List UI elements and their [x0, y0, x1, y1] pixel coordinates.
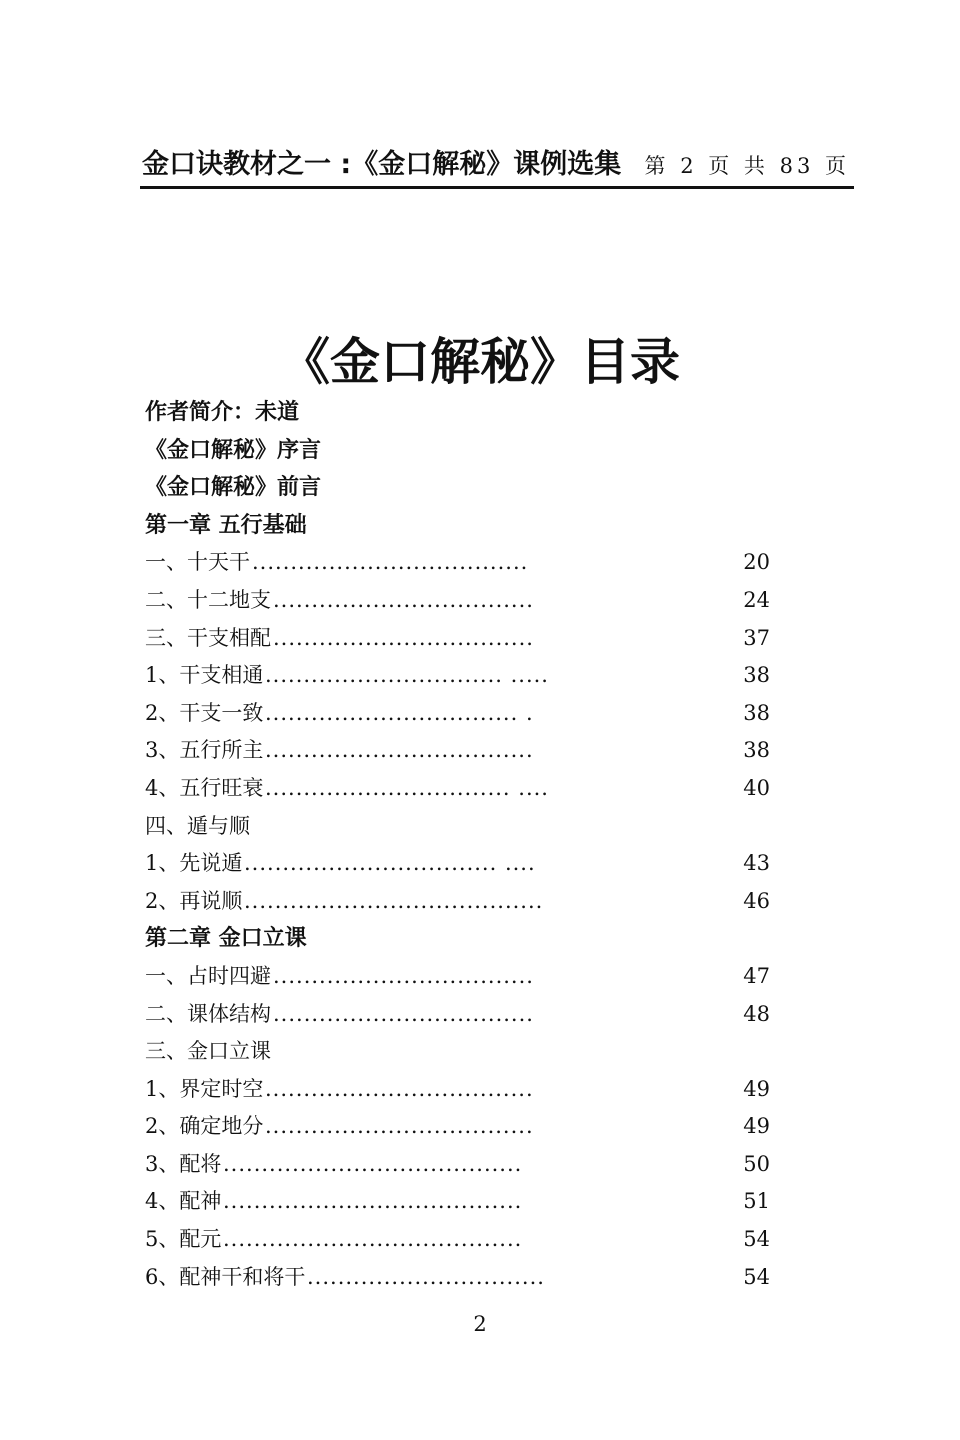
toc-entry-page: 37: [743, 625, 770, 650]
toc-entry-leader: ..................................: [273, 625, 534, 650]
running-header: [142, 136, 854, 180]
toc-entry-leader: .......................................: [244, 888, 544, 913]
toc-entry-leader: .......................................: [223, 1189, 523, 1214]
toc-entry-page: 38: [743, 663, 770, 688]
toc-entry-page: 40: [743, 775, 770, 800]
toc-entry-text: 1、界定时空: [145, 1076, 264, 1101]
toc-entry-text: 三、金口立课: [145, 1039, 271, 1064]
toc-entry: [145, 582, 770, 620]
toc-entry: [145, 544, 770, 582]
toc-entry-page: 20: [743, 550, 770, 575]
toc-entry-leader: ................................. ....: [244, 851, 536, 876]
toc-entry-leader: ............................... .....: [265, 663, 549, 688]
toc-entry-leader: ................................ ....: [265, 775, 549, 800]
table-of-contents: [145, 394, 770, 1296]
page-number: 2: [473, 1312, 487, 1336]
toc-entry-text: 第一章 五行基础: [145, 511, 307, 538]
toc-entry: [145, 883, 770, 921]
toc-entry: [145, 920, 770, 958]
toc-entry-text: 一、十天干: [145, 550, 250, 575]
header-rule: [140, 186, 854, 189]
toc-entry-page: 51: [743, 1189, 770, 1214]
toc-entry-text: 3、配将: [145, 1151, 222, 1176]
toc-entry-leader: ..................................: [273, 963, 534, 988]
toc-entry: [145, 432, 770, 470]
toc-entry-page: 54: [743, 1227, 770, 1252]
toc-entry-leader: ...................................: [265, 1114, 534, 1139]
toc-entry-page: 47: [743, 963, 770, 988]
toc-entry-text: 6、配神干和将干: [145, 1264, 306, 1289]
toc-entry: [145, 1146, 770, 1184]
toc-entry: [145, 996, 770, 1034]
toc-entry-text: 1、干支相通: [145, 663, 264, 688]
toc-entry: [145, 1221, 770, 1259]
toc-entry-leader: ...................................: [265, 738, 534, 763]
toc-entry: [145, 1071, 770, 1109]
toc-entry: [145, 808, 770, 846]
toc-entry: [145, 1259, 770, 1297]
toc-entry-text: 4、五行旺衰: [145, 775, 264, 800]
toc-entry-leader: .......................................: [223, 1227, 523, 1252]
toc-entry-text: 《金口解秘》前言: [145, 474, 322, 501]
toc-entry-page: 46: [743, 888, 770, 913]
toc-entry-page: 43: [743, 851, 770, 876]
toc-entry-page: 38: [743, 700, 770, 725]
toc-entry-text: 2、干支一致: [145, 700, 264, 725]
toc-entry: [145, 845, 770, 883]
toc-entry-text: 2、确定地分: [145, 1114, 264, 1139]
toc-entry-text: 4、配神: [145, 1189, 222, 1214]
toc-entry-text: 三、干支相配: [145, 625, 271, 650]
toc-entry: [145, 770, 770, 808]
toc-entry-leader: ...............................: [307, 1264, 545, 1289]
toc-entry-page: 49: [743, 1114, 770, 1139]
toc-entry: [145, 394, 770, 432]
header-page-info: 第 2 页 共 83 页: [644, 154, 850, 178]
toc-entry-text: 2、再说顺: [145, 888, 243, 913]
toc-entry-text: 5、配元: [145, 1227, 222, 1252]
toc-entry-leader: ...................................: [265, 1076, 534, 1101]
toc-entry: [145, 1108, 770, 1146]
toc-title: 《金口解秘》目录: [280, 333, 680, 391]
toc-entry-leader: ..................................: [273, 1001, 534, 1026]
toc-entry-leader: .......................................: [223, 1151, 523, 1176]
toc-entry: [145, 695, 770, 733]
toc-entry: [145, 620, 770, 658]
toc-entry-page: 50: [743, 1151, 770, 1176]
toc-entry-leader: ....................................: [252, 550, 529, 575]
toc-entry-text: 3、五行所主: [145, 738, 264, 763]
toc-entry-text: 1、先说遁: [145, 851, 243, 876]
toc-entry: [145, 1183, 770, 1221]
toc-entry: [145, 657, 770, 695]
toc-entry-page: 48: [743, 1001, 770, 1026]
toc-entry-text: 二、十二地支: [145, 587, 271, 612]
toc-entry: [145, 1033, 770, 1071]
toc-entry-page: 49: [743, 1076, 770, 1101]
toc-entry-leader: ................................. .: [265, 700, 534, 725]
toc-entry-text: 第二章 金口立课: [145, 925, 307, 952]
toc-entry: [145, 732, 770, 770]
toc-entry: [145, 507, 770, 545]
toc-entry-page: 24: [743, 587, 770, 612]
toc-entry-text: 《金口解秘》序言: [145, 436, 322, 463]
toc-entry-text: 二、课体结构: [145, 1001, 271, 1026]
toc-entry-leader: ..................................: [273, 587, 534, 612]
toc-entry-page: 38: [743, 738, 770, 763]
toc-entry-text: 作者简介：未道: [145, 399, 300, 425]
toc-entry: [145, 958, 770, 996]
toc-entry-text: 四、遁与顺: [145, 813, 250, 838]
header-title: 金口诀教材之一 :《金口解秘》课例选集: [142, 149, 622, 180]
toc-entry: [145, 469, 770, 507]
toc-entry-text: 一、占时四避: [145, 963, 271, 988]
toc-entry-page: 54: [743, 1264, 770, 1289]
